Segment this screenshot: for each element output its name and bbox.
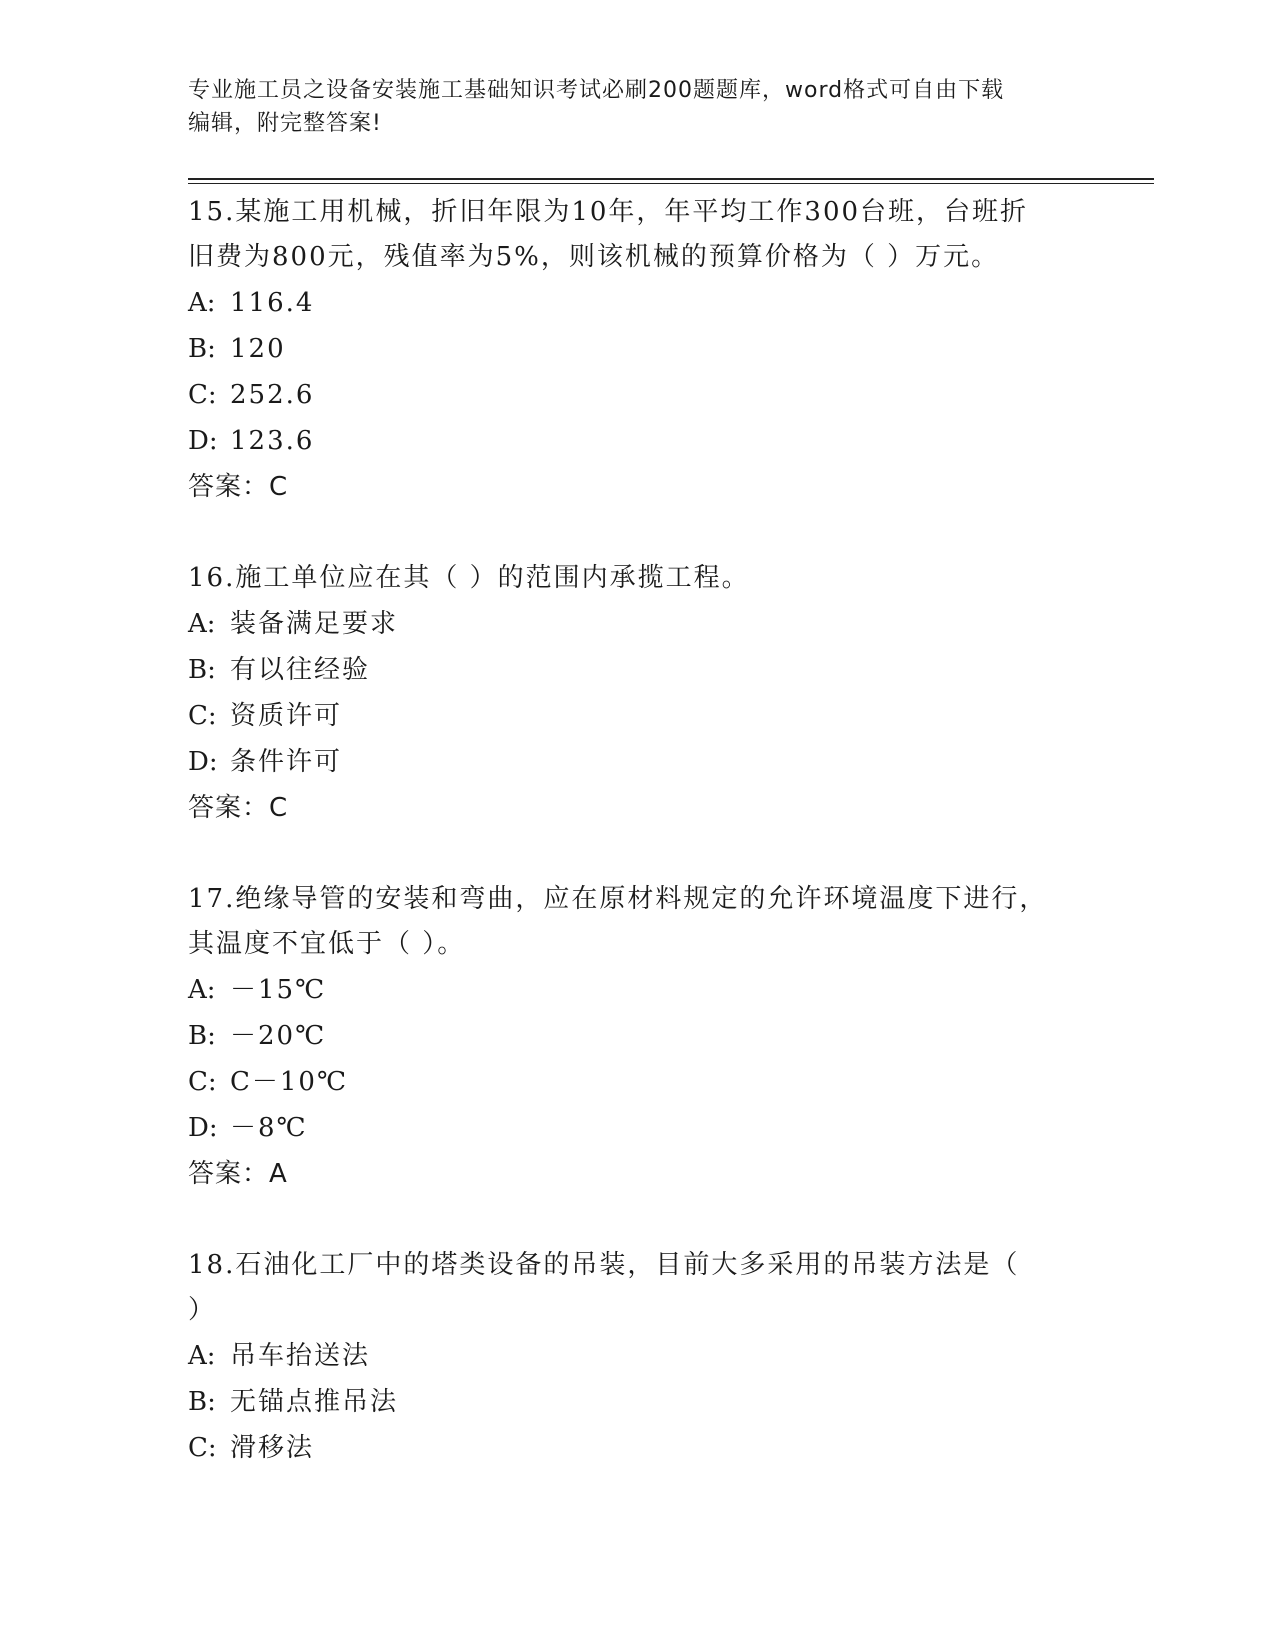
question-list: [188, 190, 1088, 1471]
answer-option: [188, 967, 1088, 1013]
answer-option: [188, 1013, 1088, 1059]
option-letter: D:: [188, 426, 218, 456]
option-text: 滑移法: [230, 1433, 315, 1463]
option-letter: B:: [188, 334, 216, 364]
option-letter: C:: [188, 380, 217, 410]
question-stem: 16.施工单位应在其（ ）的范围内承揽工程。: [188, 563, 750, 593]
answer-key: 答案：A: [188, 1159, 288, 1189]
question-stem-continued: 其温度不宜低于（ ）。: [188, 929, 466, 959]
header-rule-thin: [188, 183, 1154, 184]
question-block: [188, 1243, 1088, 1471]
answer-option: [188, 418, 1088, 464]
question-stem: 18.石油化工厂中的塔类设备的吊装，目前大多采用的吊装方法是（: [188, 1250, 1020, 1280]
header-line-2: 编辑，附完整答案!: [188, 111, 382, 136]
option-text: 120: [230, 334, 286, 364]
option-text: 装备满足要求: [230, 609, 399, 639]
question-stem-continued: 旧费为800元，残值率为5%，则该机械的预算价格为（ ）万元。: [188, 242, 1000, 272]
question-block: [188, 556, 1088, 831]
answer-option: [188, 1333, 1088, 1379]
answer-option: [188, 739, 1088, 785]
answer-option: [188, 326, 1088, 372]
question-spacer: [188, 831, 1088, 877]
option-letter: D:: [188, 747, 218, 777]
answer-option: [188, 1059, 1088, 1105]
option-letter: C:: [188, 701, 217, 731]
option-letter: A:: [188, 1341, 216, 1371]
option-letter: B:: [188, 1387, 216, 1417]
option-letter: B:: [188, 1021, 216, 1051]
header-line-1: 专业施工员之设备安装施工基础知识考试必刷200题题库，word格式可自由下载: [188, 78, 1005, 103]
option-letter: A:: [188, 609, 216, 639]
answer-key: 答案：C: [188, 793, 289, 823]
option-text: －20℃: [230, 1021, 327, 1051]
question-spacer: [188, 1197, 1088, 1243]
option-letter: C:: [188, 1433, 217, 1463]
answer-option: [188, 1425, 1088, 1471]
question-stem: 15.某施工用机械，折旧年限为10年，年平均工作300台班，台班折: [188, 197, 1029, 227]
answer-option: [188, 1379, 1088, 1425]
option-text: 无锚点推吊法: [230, 1387, 399, 1417]
option-text: C－10℃: [230, 1067, 349, 1097]
header-rule-thick: [188, 178, 1154, 180]
answer-option: [188, 372, 1088, 418]
option-text: 条件许可: [230, 747, 343, 777]
option-text: 吊车抬送法: [230, 1341, 371, 1371]
question-stem: 17.绝缘导管的安装和弯曲，应在原材料规定的允许环境温度下进行，: [188, 884, 1048, 914]
answer-option: [188, 601, 1088, 647]
answer-option: [188, 1105, 1088, 1151]
question-stem-continued: ）: [188, 1295, 217, 1325]
option-letter: A:: [188, 975, 216, 1005]
option-letter: D:: [188, 1113, 218, 1143]
answer-option: [188, 280, 1088, 326]
answer-option: [188, 693, 1088, 739]
option-text: 资质许可: [230, 701, 343, 731]
option-text: 252.6: [230, 380, 315, 410]
option-letter: C:: [188, 1067, 217, 1097]
option-text: －8℃: [230, 1113, 308, 1143]
question-block: [188, 190, 1088, 510]
question-block: [188, 877, 1088, 1197]
question-spacer: [188, 510, 1088, 556]
option-letter: A:: [188, 288, 216, 318]
answer-key: 答案：C: [188, 472, 289, 502]
option-text: 有以往经验: [230, 655, 371, 685]
document-header: [188, 74, 1088, 140]
option-text: －15℃: [230, 975, 327, 1005]
option-letter: B:: [188, 655, 216, 685]
answer-option: [188, 647, 1088, 693]
option-text: 123.6: [230, 426, 315, 456]
option-text: 116.4: [230, 288, 315, 318]
